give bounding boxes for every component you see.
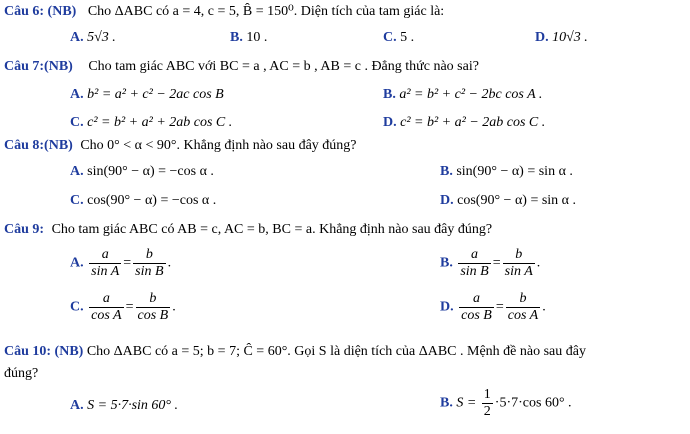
question-label: Câu 9: xyxy=(4,222,45,237)
option-9a[interactable]: A. $\frac{a}{\text{sin A}}$ = $\frac{b}{\text{sin B}}$ . xyxy=(70,247,172,279)
question-label: Câu 7:(NB) xyxy=(4,59,73,74)
question-stem: Cho ΔABC có a = 5; b = 7; Ĉ = 60°. Gọi S là diện tích của ΔABC . Mệnh đề nào sau đây xyxy=(86,344,586,359)
option-8b[interactable] xyxy=(440,164,573,180)
option-text: b² = a² + c² − 2ac cos B xyxy=(87,87,224,102)
question-9 xyxy=(4,222,492,238)
option-6d[interactable] xyxy=(535,30,588,46)
fraction: $\frac{a}{\text{cos B}}$ xyxy=(461,291,492,323)
fraction: $\frac{b}{\text{sin B}}$ xyxy=(135,247,164,279)
question-label: Câu 10: (NB) xyxy=(4,344,84,359)
option-letter: D. xyxy=(440,193,454,208)
option-letter: A. xyxy=(70,87,84,102)
option-letter: C. xyxy=(383,30,397,45)
fraction: $\frac{b}{\text{cos A}}$ xyxy=(507,291,539,323)
option-letter: A. xyxy=(70,30,84,45)
option-text: c² = b² + a² − 2ab cos C . xyxy=(400,115,546,130)
option-text: 5 . xyxy=(400,30,415,45)
option-letter: B. xyxy=(440,164,453,179)
option-7c[interactable] xyxy=(70,115,232,131)
question-stem: Cho 0° < α < 90°. Khẳng định nào sau đây đúng? xyxy=(80,138,357,153)
option-10a[interactable] xyxy=(70,398,178,414)
option-text: S = 5·7·sin 60° . xyxy=(87,398,179,413)
question-stem: Cho ΔABC có a = 4, c = 5, B̂ = 150⁰. Diện tích của tam giác là: xyxy=(87,4,445,19)
option-6b[interactable] xyxy=(230,30,267,46)
question-10 xyxy=(4,344,586,360)
option-letter: A. xyxy=(70,255,84,271)
option-10b[interactable] xyxy=(440,388,572,419)
question-7 xyxy=(4,59,479,75)
option-text: a² = b² + c² − 2bc cos A . xyxy=(399,87,543,102)
option-letter: B. xyxy=(440,395,453,411)
option-letter: D. xyxy=(535,30,549,45)
option-text: c² = b² + a² + 2ab cos C . xyxy=(87,115,233,130)
option-9d[interactable]: D. $\frac{a}{\text{cos B}}$ = $\frac{b}{\text{cos A}}$ . xyxy=(440,291,546,323)
option-6a[interactable] xyxy=(70,30,116,46)
question-8 xyxy=(4,138,357,154)
option-text: 10√3 . xyxy=(552,30,588,45)
option-8a[interactable] xyxy=(70,164,214,180)
fraction: $\frac{a}{\text{cos A}}$ xyxy=(91,291,122,323)
question-label: Câu 6: (NB) xyxy=(4,4,77,19)
fraction: $\frac{a}{\text{sin A}}$ xyxy=(91,247,120,279)
question-stem: Cho tam giác ABC với BC = a , AC = b , AB = c . Đẳng thức nào sai? xyxy=(88,59,479,74)
option-text: sin(90° − α) = sin α . xyxy=(456,164,573,179)
option-6c[interactable] xyxy=(383,30,414,46)
option-text: 5√3 . xyxy=(87,30,116,45)
option-letter: B. xyxy=(230,30,243,45)
option-letter: A. xyxy=(70,398,84,413)
fraction: $\frac{a}{\text{sin B}}$ xyxy=(460,247,489,279)
option-letter: B. xyxy=(383,87,396,102)
option-7a[interactable] xyxy=(70,87,224,103)
fraction: $\frac{1}{2}$ xyxy=(483,387,491,419)
question-stem: Cho tam giác ABC có AB = c, AC = b, BC = a. Khẳng định nào sau đây đúng? xyxy=(51,222,493,237)
option-text: sin(90° − α) = −cos α . xyxy=(87,164,214,179)
option-text: cos(90° − α) = sin α . xyxy=(457,193,577,208)
question-6 xyxy=(4,4,444,20)
fraction: $\frac{b}{\text{sin A}}$ xyxy=(504,247,533,279)
question-10-cont: đúng? xyxy=(4,366,39,381)
question-label: Câu 8:(NB) xyxy=(4,138,73,153)
option-letter: C. xyxy=(70,115,84,130)
option-text: 10 . xyxy=(246,30,268,45)
option-text: S = xyxy=(456,395,477,411)
option-letter: A. xyxy=(70,164,84,179)
option-letter: C. xyxy=(70,299,84,315)
option-7b[interactable] xyxy=(383,87,542,103)
option-text: cos(90° − α) = −cos α . xyxy=(87,193,217,208)
option-letter: B. xyxy=(440,255,453,271)
option-7d[interactable] xyxy=(383,115,545,131)
option-text: ·5·7·cos 60° . xyxy=(494,395,572,411)
option-letter: C. xyxy=(70,193,84,208)
option-9b[interactable]: B. $\frac{a}{\text{sin B}}$ = $\frac{b}{\text{sin A}}$ . xyxy=(440,247,541,279)
option-8d[interactable] xyxy=(440,193,576,209)
option-9c[interactable]: C. $\frac{a}{\text{cos A}}$ = $\frac{b}{\text{cos B}}$ . xyxy=(70,291,176,323)
option-letter: D. xyxy=(440,299,454,315)
fraction: $\frac{b}{\text{cos B}}$ xyxy=(137,291,169,323)
option-letter: D. xyxy=(383,115,397,130)
option-8c[interactable] xyxy=(70,193,216,209)
